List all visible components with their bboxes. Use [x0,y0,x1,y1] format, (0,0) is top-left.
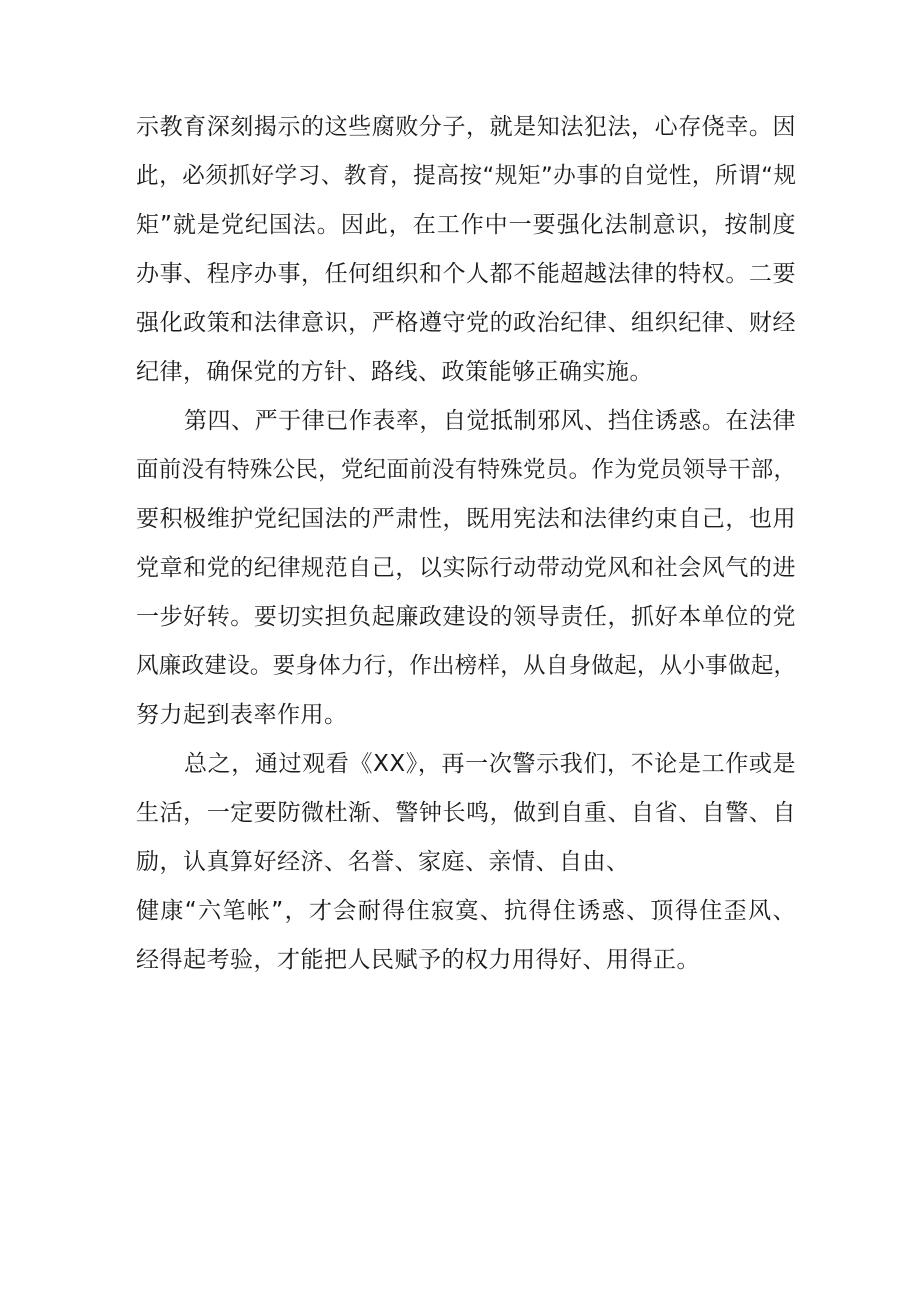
paragraph-2-line-1: 第四、严于律已作表率，自觉抵制邪风、挡住诱惑。在法律 [184,408,796,434]
paragraph-3-line-3: 励，认真算好经济、名誉、家庭、亲情、自由、 [136,849,630,875]
paragraph-1-line-3: 矩”就是党纪国法。因此，在工作中一要强化法制意识，按制度 [136,212,796,238]
paragraph-2-line-6: 风廉政建设。要身体力行，作出榜样，从自身做起，从小事做起， [136,653,796,679]
paragraph-1-line-4: 办事、程序办事，任何组织和个人都不能超越法律的特权。二要 [136,261,796,287]
paragraph-1-line-1: 示教育深刻揭示的这些腐败分子，就是知法犯法，心存侥幸。因 [136,114,796,140]
paragraph-3-line-2: 生活，一定要防微杜渐、警钟长鸣，做到自重、自省、自警、自 [136,800,796,826]
paragraph-1-line-6: 纪律，确保党的方针、路线、政策能够正确实施。 [136,359,653,385]
paragraph-2-line-2: 面前没有特殊公民，党纪面前没有特殊党员。作为党员领导干部， [136,457,796,483]
paragraph-1-line-2: 此，必须抓好学习、教育，提高按“规矩”办事的自觉性，所谓“规 [136,163,796,189]
paragraph-2-line-3: 要积极维护党纪国法的严肃性，既用宪法和法律约束自己，也用 [136,506,796,532]
paragraph-2-line-5: 一步好转。要切实担负起廉政建设的领导责任，抓好本单位的党 [136,604,796,630]
paragraph-2-line-7: 努力起到表率作用。 [136,702,348,728]
paragraph-2-line-4: 党章和党的纪律规范自己，以实际行动带动党风和社会风气的进 [136,555,796,581]
paragraph-3-line-4: 健康“六笔帐”，才会耐得住寂寞、抗得住诱惑、顶得住歪风、 [136,898,796,924]
paragraph-1-line-5: 强化政策和法律意识，严格遵守党的政治纪律、组织纪律、财经 [136,310,796,336]
paragraph-3-line-5: 经得起考验，才能把人民赋予的权力用得好、用得正。 [136,947,700,973]
paragraph-3-line-1: 总之，通过观看《XX》，再一次警示我们，不论是工作或是 [184,751,796,777]
